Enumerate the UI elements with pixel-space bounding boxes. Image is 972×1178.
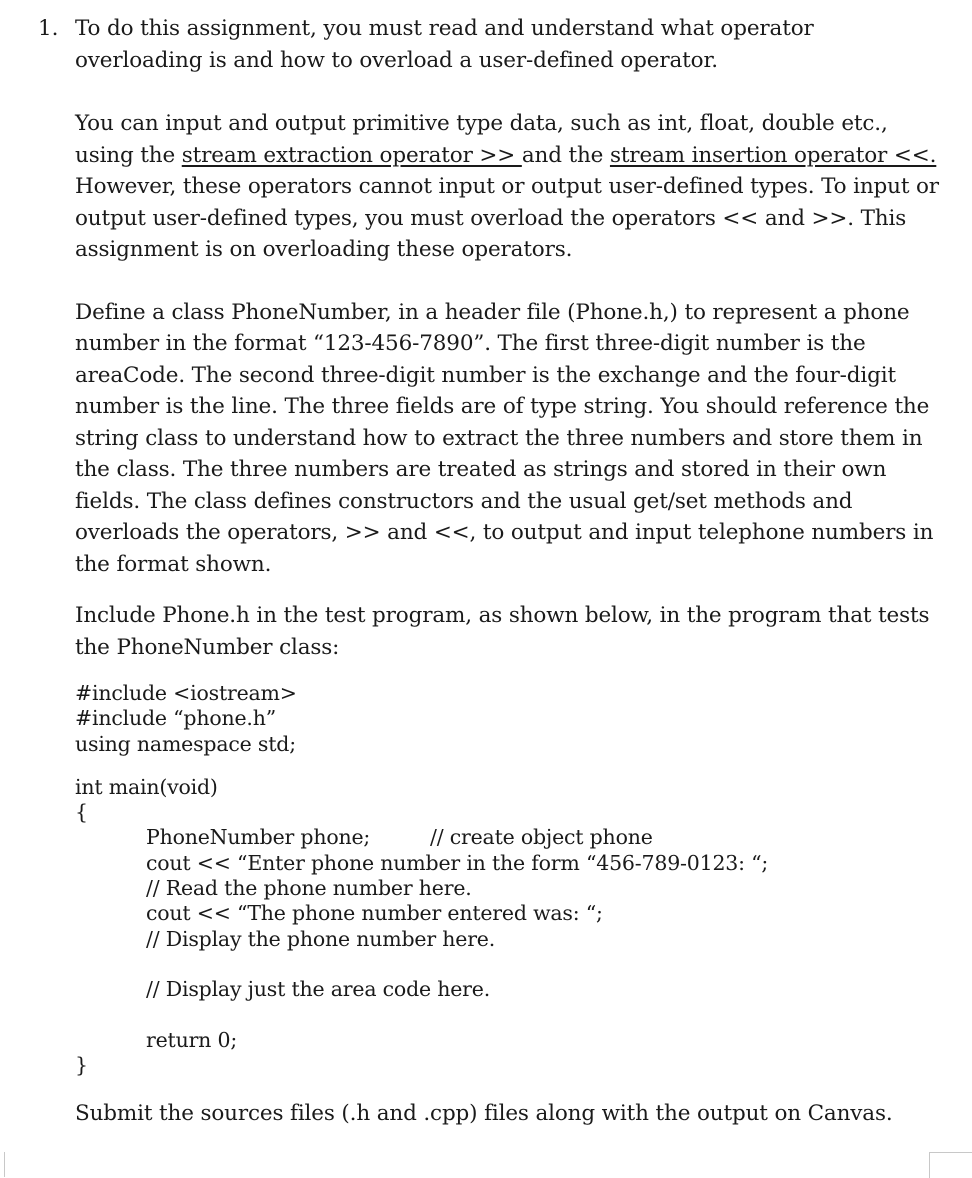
code-line-main-signature: int main(void)	[75, 774, 218, 799]
code-line-comment-display: // Display the phone number here.	[146, 926, 496, 951]
stream-extraction-link[interactable]: stream extraction operator >>	[181, 142, 522, 168]
code-line-using-namespace: using namespace std;	[75, 731, 296, 756]
assignment-content	[75, 13, 945, 1130]
code-blank-line	[75, 1003, 945, 1028]
intro-paragraph: To do this assignment, you must read and understand what operator overloading is and how to overload a user-defined operator.	[75, 16, 814, 73]
code-line-cout-enter: cout << “Enter phone number in the form “456-789-0123: “;	[146, 850, 769, 875]
submit-paragraph: Submit the sources files (.h and .cpp) files along with the output on Canvas.	[75, 1101, 893, 1127]
code-gap	[75, 757, 945, 775]
code-line-include-phone: #include “phone.h”	[75, 706, 277, 731]
stream-text-2: and the	[521, 142, 610, 168]
stream-insertion-link[interactable]: stream insertion operator <<.	[609, 142, 937, 168]
code-line-close-brace: }	[75, 1053, 88, 1078]
code-block	[75, 681, 945, 1078]
stream-text-3: However, these operators cannot input or output user-defined types. To input or output user-defined types, you must overload the operators << and >>. This assignment is on overloading these operators.	[75, 174, 939, 262]
code-declaration: PhoneNumber phone;	[146, 825, 371, 850]
stream-text-1: You can input and output primitive type data, such as int, float, double etc., using the	[75, 111, 888, 168]
code-blank-line	[75, 952, 945, 977]
define-class-paragraph: Define a class PhoneNumber, in a header file (Phone.h,) to represent a phone number in the format “123-456-7890”. The first three-digit number is the areaCode. The second three-digit number is the exchange and the four-digit number is the line. The three fields are of type string. You should reference the string class to understand how to extract the three numbers and store them in the class. The three numbers are treated as strings and stored in their own fields. The class defines constructors and the usual get/set methods and overloads the operators, >> and <<, to output and input telephone numbers in the format shown.	[75, 299, 934, 577]
page-corner-marker-left	[0, 1152, 5, 1177]
list-item-number: 1.	[38, 16, 59, 41]
page-corner-marker-right	[929, 1152, 972, 1178]
code-line-comment-area: // Display just the area code here.	[146, 977, 491, 1002]
code-declaration-comment: // create object phone	[430, 825, 653, 850]
code-line-open-brace: {	[75, 800, 88, 825]
code-line-declaration	[75, 825, 945, 850]
stream-operators-paragraph	[75, 108, 945, 266]
include-note-paragraph: Include Phone.h in the test program, as shown below, in the program that tests the PhoneNumber class:	[75, 603, 930, 660]
code-line-comment-read: // Read the phone number here.	[146, 876, 472, 901]
code-line-include-iostream: #include <iostream>	[75, 681, 297, 705]
code-line-return: return 0;	[146, 1027, 238, 1052]
code-line-cout-entered: cout << “The phone number entered was: “;	[146, 901, 603, 926]
